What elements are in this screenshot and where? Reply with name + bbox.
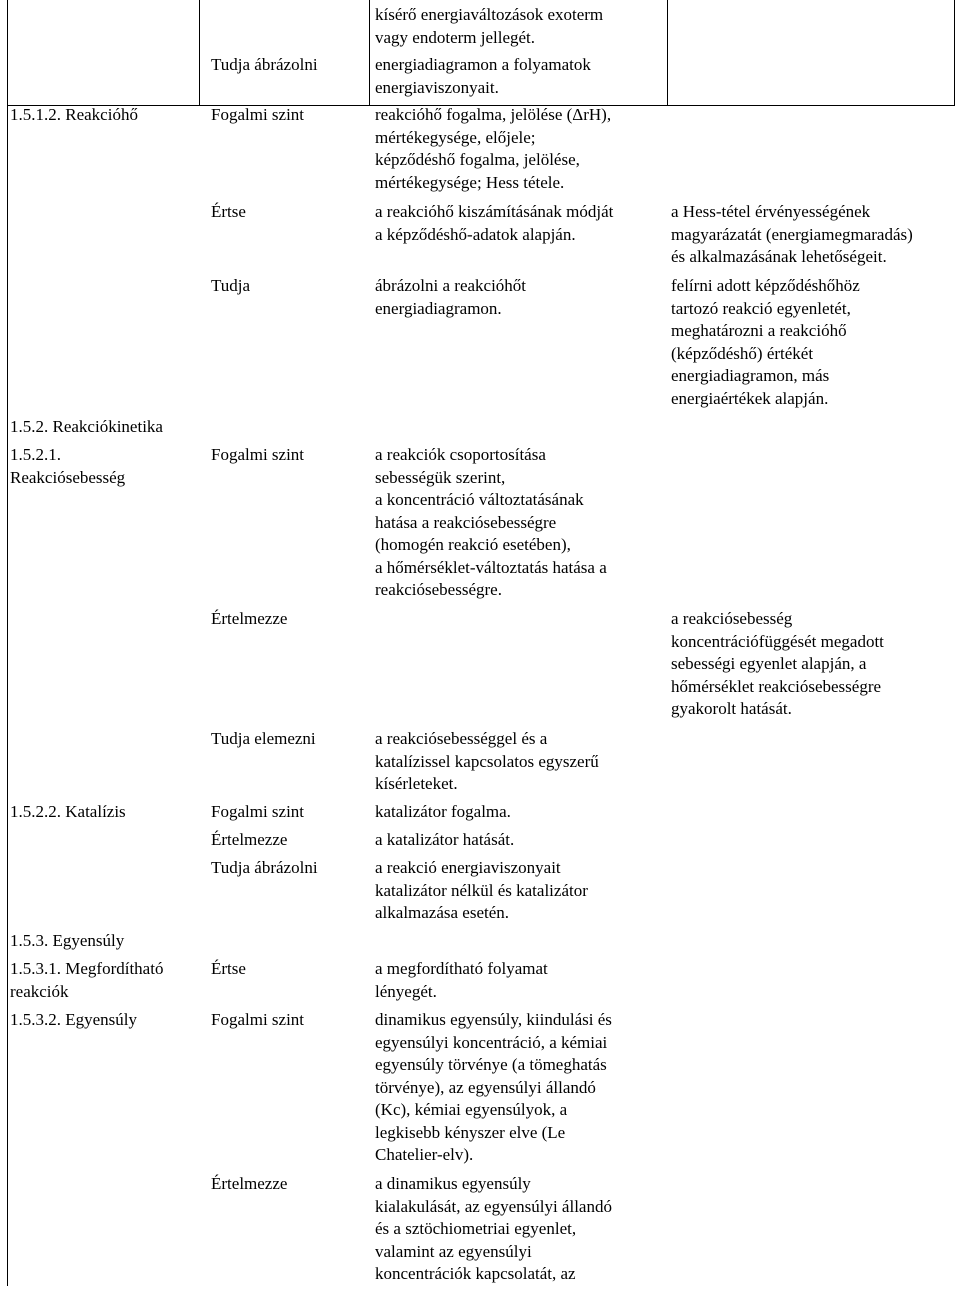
cell-row9-level: Tudja elemezni xyxy=(211,729,316,748)
cell-row7-topic: a reakciók csoportosítása sebességük szerint, a koncentráció változtatásának hatása a reakciósebességre (homogén reakció esetében), a hőmérséklet-változtatás hatása a reakciósebességre. xyxy=(375,445,607,599)
cell-row14-section: 1.5.3.1. Megfordítható reakciók xyxy=(10,959,164,1001)
column-divider-2 xyxy=(199,0,200,106)
cell-row14-level: Értse xyxy=(211,959,246,978)
cell-row3-section: 1.5.1.2. Reakcióhő xyxy=(10,105,138,124)
cell-row10-section: 1.5.2.2. Katalízis xyxy=(10,802,126,821)
cell-row16-level: Értelmezze xyxy=(211,1174,288,1193)
cell-row15-topic: dinamikus egyensúly, kiindulási és egyensúlyi koncentráció, a kémiai egyensúly törvénye (a tömeghatás törvénye), az egyensúlyi állandó (Kc), kémiai egyensúlyok, a legkisebb kényszer elve (Le Chatelier-elv). xyxy=(375,1010,612,1164)
cell-row5-level: Tudja xyxy=(211,276,251,295)
table-border-right xyxy=(954,0,955,106)
cell-row1-topic: kísérő energiaváltozások exoterm vagy endoterm jellegét. xyxy=(375,5,604,47)
cell-row7-level: Fogalmi szint xyxy=(211,445,305,464)
cell-row3-topic: reakcióhő fogalma, jelölése (ΔrH), mértékegysége, előjele; képződéshő fogalma, jelölése, mértékegysége; Hess tétele. xyxy=(375,105,612,192)
cell-row4-advanced: a Hess-tétel érvényességének magyarázatát (energiamegmaradás) és alkalmazásának lehetőségeit. xyxy=(671,202,913,266)
cell-row5-advanced: felírni adott képződéshőhöz tartozó reakció egyenletét, meghatározni a reakcióhő (képződéshő) értékét energiadiagramon, más energiaértékek alapján. xyxy=(671,276,860,408)
cell-row7-section: 1.5.2.1. Reakciósebesség xyxy=(10,445,126,487)
cell-row14-topic: a megfordítható folyamat lényegét. xyxy=(375,959,548,1001)
cell-row5-topic: ábrázolni a reakcióhőt energiadiagramon. xyxy=(375,276,527,318)
cell-row11-topic: a katalizátor hatását. xyxy=(375,830,515,849)
cell-row6-section: 1.5.2. Reakciókinetika xyxy=(10,417,163,436)
cell-row2-level: Tudja ábrázolni xyxy=(211,55,318,74)
cell-row8-level: Értelmezze xyxy=(211,609,288,628)
cell-row10-level: Fogalmi szint xyxy=(211,802,305,821)
cell-row2-topic: energiadiagramon a folyamatok energiaviszonyait. xyxy=(375,55,591,97)
cell-row9-topic: a reakciósebességgel és a katalízissel kapcsolatos egyszerű kísérleteket. xyxy=(375,729,599,793)
cell-row3-level: Fogalmi szint xyxy=(211,105,305,124)
cell-row13-section: 1.5.3. Egyensúly xyxy=(10,931,125,950)
column-divider-4 xyxy=(667,0,668,106)
cell-row16-topic: a dinamikus egyensúly kialakulását, az egyensúlyi állandó és a sztöchiometriai egyenlet, valamint az egyensúlyi koncentrációk kapcsolatát, az xyxy=(375,1174,612,1283)
cell-row8-advanced: a reakciósebesség koncentrációfüggését megadott sebességi egyenlet alapján, a hőmérséklet reakciósebességre gyakorolt hatását. xyxy=(671,609,884,718)
cell-row4-level: Értse xyxy=(211,202,246,221)
cell-row15-level: Fogalmi szint xyxy=(211,1010,305,1029)
cell-row12-level: Tudja ábrázolni xyxy=(211,858,318,877)
cell-row11-level: Értelmezze xyxy=(211,830,288,849)
cell-row15-section: 1.5.3.2. Egyensúly xyxy=(10,1010,138,1029)
cell-row4-topic: a reakcióhő kiszámításának módját a képződéshő-adatok alapján. xyxy=(375,202,614,244)
cell-row10-topic: katalizátor fogalma. xyxy=(375,802,511,821)
column-divider-3 xyxy=(369,0,370,106)
table-border-left xyxy=(7,0,8,1286)
cell-row12-topic: a reakció energiaviszonyait katalizátor nélkül és katalizátor alkalmazása esetén. xyxy=(375,858,588,922)
